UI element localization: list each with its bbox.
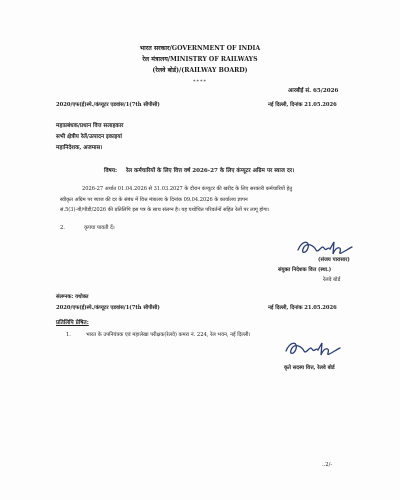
copy-to-item-number: 1. <box>66 332 71 338</box>
addressee-1: महाप्रबंधक/प्रधान वित्त सलाहकार <box>56 123 124 129</box>
enclosure-note: संलग्नक: यथोक्त <box>56 294 89 300</box>
signature-1 <box>294 238 356 258</box>
copy-to-item-text: भारत के उपनियंत्रक एवं महालेखा परीक्षक(रेलवे) कमरा नं. 224, रेल भवन, नई दिल्ली। <box>86 332 251 338</box>
subject-label: विषय: <box>104 168 118 174</box>
header-board: (रेलवे बोर्ड)/(RAILWAY BOARD) <box>152 67 248 74</box>
header-stars: **** <box>193 79 207 85</box>
header-ministry: रेल मंत्रालय/MINISTRY OF RAILWAYS <box>142 56 258 63</box>
paragraph-line: स्वीकृत अग्रिम पर ब्याज की दर के संबंध में वित्त मंत्रालय के दिनांक 09.04.2026 के कार्यालय ज्ञापन <box>60 196 248 203</box>
subject-text: रेल कर्मचारियों के लिए वित्त वर्ष 2026-27 के लिए कंप्यूटर अग्रिम पर ब्याज दर। <box>126 168 295 174</box>
signatory-designation: संयुक्त निदेशक वित्त (स्था.) <box>278 267 332 273</box>
issue-date: नई दिल्ली, दिनांक 21.05.2026 <box>268 102 337 108</box>
copy-file-number: 2020/एफ(ई)स्पे./कंप्यूटर एडवांस/1(7th सीपीसी) <box>56 305 160 311</box>
signatory-name: (संजय पारासार) <box>318 257 350 263</box>
rbe-number: आरबीई सं. 65/2026 <box>288 88 339 94</box>
signatory-office: रेलवे बोर्ड <box>323 277 341 283</box>
addressee-2: सभी क्षेत्रीय रेलें/उत्पादन इकाइयां <box>56 134 122 140</box>
copy-to-label: प्रतिलिपि प्रेषित: <box>56 320 89 326</box>
signature-2 <box>282 339 344 359</box>
paragraph-line: 2026-27 अर्थात 01.04.2026 से 31.03.2027 के दौरान कंप्यूटर की खरीद के लिए सरकारी कर्मचारियों हेतु <box>82 186 293 192</box>
header-govt: भारत सरकार/GOVERNMENT OF INDIA <box>139 45 261 52</box>
paragraph-line: सं.5(3)-बी/पीडी/2026 की प्रतिलिपि इस पत्र के साथ संलग्न है। यह यथोचित परिवर्तनों सहित रेलों पर लागू होगा। <box>60 207 270 214</box>
copy-issue-date: नई दिल्ली, दिनांक 21.05.2026 <box>268 305 337 311</box>
file-number: 2020/एफ(ई)स्पे./कंप्यूटर एडवांस/1(7th सीपीसी) <box>56 102 160 108</box>
copy-signatory-designation: कृते सदस्य वित्त, रेलवे बोर्ड <box>284 365 335 371</box>
page-number: ..2/- <box>322 462 333 468</box>
body-paragraph-1 <box>60 184 360 216</box>
addressee-3: महानिदेशक, अजमास। <box>56 145 103 151</box>
paragraph-2-text: कृपया पावती दें। <box>84 225 115 231</box>
paragraph-2-number: 2. <box>60 225 65 231</box>
